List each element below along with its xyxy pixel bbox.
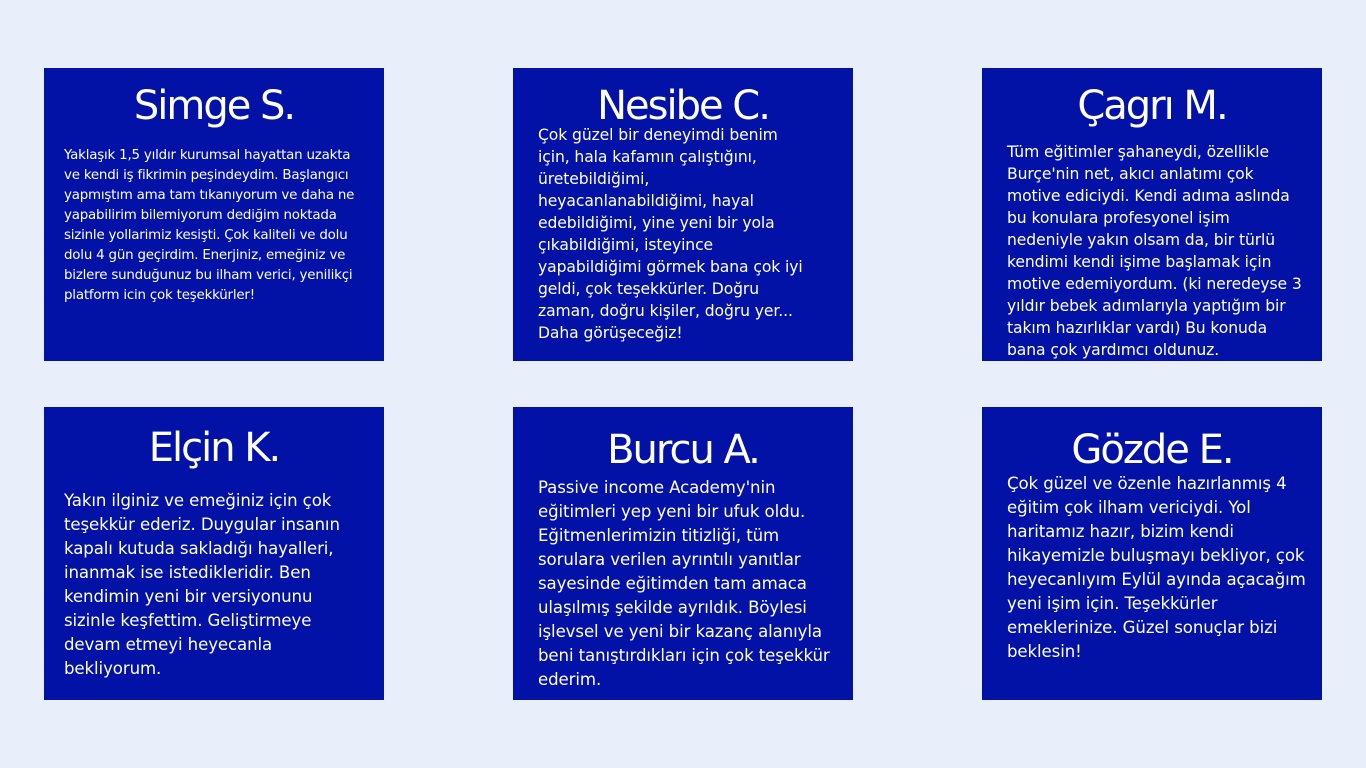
testimonial-name: Burcu A. xyxy=(607,427,759,473)
testimonial-name: Gözde E. xyxy=(1071,427,1233,473)
testimonial-card xyxy=(513,68,853,361)
testimonial-text: Çok güzel ve özenle hazırlanmış 4 eğitim çok ilham vericiydi. Yol haritamız hazır, bizim kendi hikayemizle buluşmayı bekliyor, çok heyecanlıyım Eylül ayında açacağım yeni işim için. Teşekkürler emeklerinize. Güzel sonuçlar bizi beklesin! xyxy=(1007,474,1306,661)
testimonial-card xyxy=(982,407,1322,700)
testimonial-text: Yaklaşık 1,5 yıldır kurumsal hayattan uzakta ve kendi iş fikrimin peşindeydim. Başlangıcı yapmıştım ama tam tıkanıyorum ve daha ne yapabilirim bilemiyorum dediğim noktada sizinle yollarimiz kesişti. Çok kaliteli ve dolu dolu 4 gün geçirdim. Enerjiniz, emeğiniz ve bizlere sunduğunuz bu ilham verici, yenilikçi platform icin çok teşekkürler! xyxy=(64,148,355,303)
testimonial-text: Tüm eğitimler şahaneydi, özellikle Burçe'nin net, akıcı anlatımı çok motive ediciydi. Kendi adıma aslında bu konulara profesyonel işim nedeniyle yakın olsam da, bir türlü kendimi kendi işime başlamak için motive edemiyordum. (ki neredeyse 3 yıldır bebek adımlarıyla yaptığım bir takım hazırlıklar vardı) Bu konuda bana çok yardımcı oldunuz. xyxy=(1007,143,1302,359)
testimonial-name: Elçin K. xyxy=(148,425,280,471)
testimonial-card xyxy=(44,68,384,361)
testimonial-card xyxy=(982,68,1322,361)
testimonial-card xyxy=(513,407,853,700)
testimonial-text: Yakın ilginiz ve emeğiniz için çok teşekkür ederiz. Duygular insanın kapalı kutuda sakladığı hayalleri, inanmak ise istedikleridir. Ben kendimin yeni bir versiyonunu sizinle keşfettim. Geliştirmeye devam etmeyi heyecanla bekliyorum. xyxy=(64,491,340,678)
testimonial-card xyxy=(44,407,384,700)
testimonial-text: Passive income Academy'nin eğitimleri yep yeni bir ufuk oldu. Eğitmenlerimizin titizliği, tüm sorulara verilen ayrıntılı yanıtlar sayesinde eğitimden tam amaca ulaşılmış şekilde ayrıldık. Böylesi işlevsel ve yeni bir kazanç alanıyla beni tanıştırdıkları için çok teşekkür ederim. xyxy=(538,478,830,689)
testimonial-name: Nesibe C. xyxy=(597,83,769,129)
testimonial-name: Çagrı M. xyxy=(1077,83,1227,129)
testimonial-text: Çok güzel bir deneyimdi benim için, hala kafamın çalıştığını, üretebildiğimi, heyacanlanabildiğimi, hayal edebildiğimi, yine yeni bir yola çıkabildiğimi, isteyince yapabildiğimi görmek bana çok iyi geldi, çok teşekkürler. Doğru zaman, doğru kişiler, doğru yer... Daha görüşeceğiz! xyxy=(538,126,803,342)
testimonial-name: Simge S. xyxy=(133,83,295,129)
